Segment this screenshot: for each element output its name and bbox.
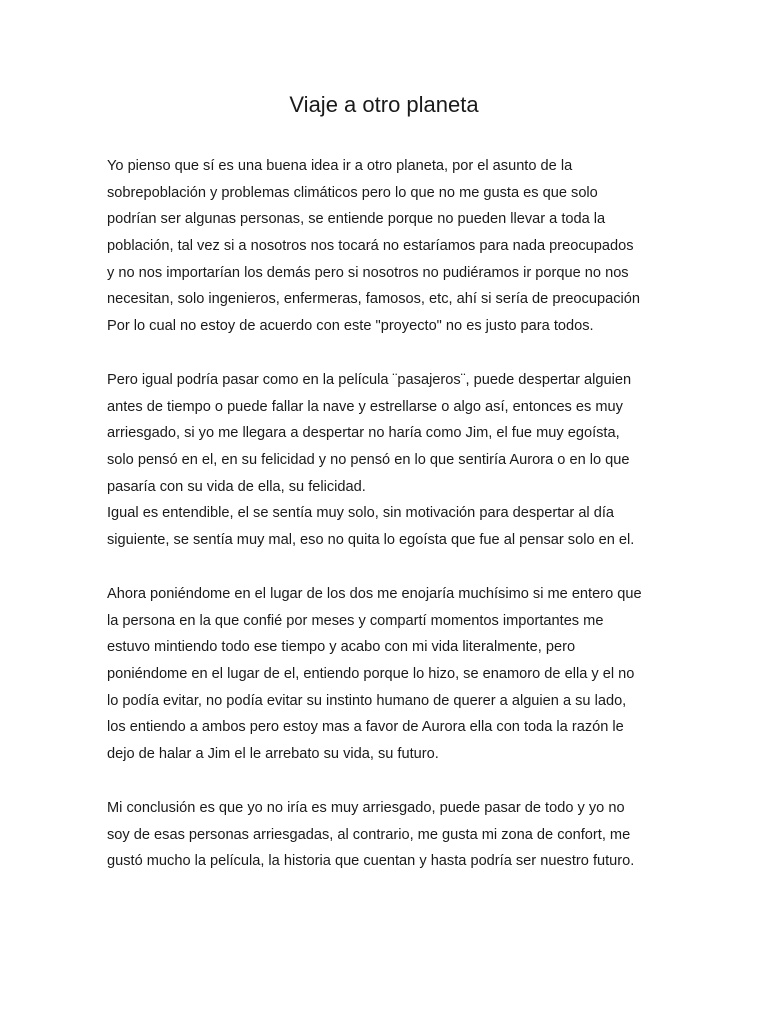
text-line: Pero igual podría pasar como en la película ¨pasajeros¨, puede despertar alguien bbox=[107, 372, 632, 388]
text-line: los entiendo a ambos pero estoy mas a favor de Aurora ella con toda la razón le bbox=[107, 719, 624, 736]
text-line: pasaría con su vida de ella, su felicidad. bbox=[107, 478, 366, 495]
text-line: Mi conclusión es que yo no iría es muy arriesgado, puede pasar de todo y yo no bbox=[107, 800, 625, 816]
text-line: población, tal vez si a nosotros nos tocará no estaríamos para nada preocupados bbox=[107, 238, 634, 255]
paragraph-3 bbox=[107, 581, 667, 768]
text-line: Por lo cual no estoy de acuerdo con este "proyecto" no es justo para todos. bbox=[107, 318, 594, 335]
text-line: estuvo mintiendo todo ese tiempo y acabo con mi vida literalmente, pero bbox=[107, 639, 576, 656]
paragraph-1 bbox=[107, 153, 667, 340]
text-line: podrían ser algunas personas, se entiende porque no pueden llevar a toda la bbox=[107, 211, 606, 228]
text-line: siguiente, se sentía muy mal, eso no quita lo egoísta que fue al pensar solo en el. bbox=[107, 532, 635, 549]
text-line: dejo de halar a Jim el le arrebato su vida, su futuro. bbox=[107, 746, 439, 763]
text-line: sobrepoblación y problemas climáticos pero lo que no me gusta es que solo bbox=[107, 184, 598, 201]
text-line: arriesgado, si yo me llegara a despertar no haría como Jim, el fue muy egoísta, bbox=[107, 425, 620, 442]
text-line: Ahora poniéndome en el lugar de los dos me enojaría muchísimo si me entero que bbox=[107, 586, 642, 602]
text-line: solo pensó en el, en su felicidad y no pensó en lo que sentiría Aurora o en lo que bbox=[107, 452, 630, 469]
text-line: lo podía evitar, no podía evitar su instinto humano de querer a alguien a su lado, bbox=[107, 692, 627, 709]
document-title: Viaje a otro planeta bbox=[289, 92, 479, 117]
paragraph-2 bbox=[107, 367, 667, 554]
text-line: gustó mucho la película, la historia que cuentan y hasta podría ser nuestro futuro. bbox=[107, 853, 635, 870]
text-line: Igual es entendible, el se sentía muy solo, sin motivación para despertar al día bbox=[107, 505, 615, 522]
text-line: necesitan, solo ingenieros, enfermeras, famosos, etc, ahí si sería de preocupación bbox=[107, 291, 640, 308]
text-line: soy de esas personas arriesgadas, al contrario, me gusta mi zona de confort, me bbox=[107, 826, 631, 843]
text-line: antes de tiempo o puede fallar la nave y estrellarse o algo así, entonces es muy bbox=[107, 398, 623, 415]
text-line: la persona en la que confié por meses y compartí momentos importantes me bbox=[107, 612, 604, 629]
paragraph-4 bbox=[107, 795, 667, 875]
text-line: y no nos importarían los demás pero si nosotros no pudiéramos ir porque no nos bbox=[107, 264, 629, 281]
text-line: Yo pienso que sí es una buena idea ir a otro planeta, por el asunto de la bbox=[107, 158, 573, 174]
text-line: poniéndome en el lugar de el, entiendo porque lo hizo, se enamoro de ella y el no bbox=[107, 666, 635, 683]
